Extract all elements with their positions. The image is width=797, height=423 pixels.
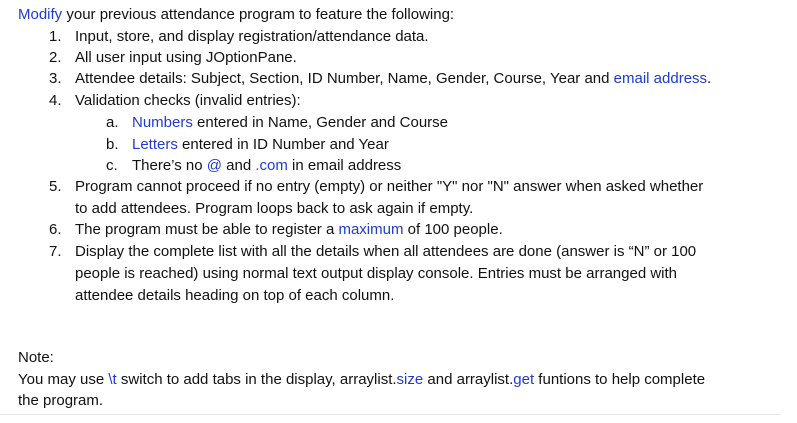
list-number: 5.	[49, 178, 62, 195]
sub-c-c: and	[222, 157, 256, 174]
list-item-7	[49, 242, 62, 262]
list-item-1-text: Input, store, and display registration/attendance data.	[75, 28, 429, 45]
list-number: 3.	[49, 70, 62, 87]
list-number: 2.	[49, 49, 62, 66]
list-item-5-line-2: to add attendees. Program loops back to ask again if empty.	[75, 200, 474, 217]
list-item-2	[49, 48, 62, 68]
note-line-2: the program.	[18, 392, 104, 409]
tab-switch-keyword: \t	[108, 371, 117, 388]
list-item-5-line-1: Program cannot proceed if no entry (empty) or neither "Y" nor "N" answer when asked whether	[75, 178, 704, 195]
sub-c-a: There’s no	[132, 157, 207, 174]
sublist-letter-a: a.	[106, 114, 119, 131]
list-item-2-text: All user input using JOptionPane.	[75, 49, 297, 66]
note-heading: Note:	[18, 349, 54, 366]
intro-lead-word: Modify	[18, 6, 63, 23]
sub-c-e: in email address	[287, 157, 402, 174]
at-symbol-keyword: @	[206, 157, 222, 174]
note-1e: and arraylist.	[423, 371, 514, 388]
item-3-text-c: .	[707, 70, 712, 87]
note-1g: funtions to help complete	[534, 371, 706, 388]
sub-a-rest: entered in Name, Gender and Course	[192, 114, 449, 131]
note-1c: switch to add tabs in the display, arraylist.	[116, 371, 397, 388]
letters-keyword: Letters	[132, 136, 178, 153]
list-number: 1.	[49, 28, 62, 45]
maximum-keyword: maximum	[338, 221, 404, 238]
list-item-7-line-3: attendee details heading on top of each column.	[75, 287, 395, 304]
sublist-letter-c: c.	[106, 157, 118, 174]
get-keyword: get	[513, 371, 535, 388]
sublist-item-c	[132, 156, 401, 176]
list-number: 4.	[49, 92, 62, 109]
numbers-keyword: Numbers	[132, 114, 193, 131]
list-item-4	[49, 91, 62, 111]
size-keyword: size	[396, 371, 424, 388]
list-item-7-line-2: people is reached) using normal text output display console. Entries must be arranged with	[75, 265, 677, 282]
note-line-1	[18, 370, 705, 390]
list-item-6-text	[75, 220, 503, 240]
sub-b-rest: entered in ID Number and Year	[177, 136, 389, 153]
item-6-text-a: The program must be able to register a	[75, 221, 339, 238]
sublist-item-a	[132, 113, 448, 133]
list-item-4-text: Validation checks (invalid entries):	[75, 92, 301, 109]
page-bottom-divider	[0, 414, 781, 415]
list-item-6	[49, 220, 62, 240]
item-3-text-a: Attendee details: Subject, Section, ID Number, Name, Gender, Course, Year and	[75, 70, 614, 87]
intro-line	[18, 5, 454, 25]
email-address-keyword: email address	[613, 70, 708, 87]
sublist-letter-b: b.	[106, 136, 119, 153]
list-number: 7.	[49, 243, 62, 260]
sublist-item-b	[132, 135, 389, 155]
note-1a: You may use	[18, 371, 109, 388]
list-item-3-text	[75, 69, 711, 89]
item-6-text-c: of 100 people.	[403, 221, 503, 238]
list-item-5	[49, 177, 62, 197]
intro-rest-text: your previous attendance program to feature the following:	[62, 6, 455, 23]
list-item-1	[49, 27, 62, 47]
list-number: 6.	[49, 221, 62, 238]
list-item-7-line-1: Display the complete list with all the details when all attendees are done (answer is “N” or 100	[75, 243, 697, 260]
list-item-3	[49, 69, 62, 89]
dotcom-keyword: .com	[255, 157, 288, 174]
